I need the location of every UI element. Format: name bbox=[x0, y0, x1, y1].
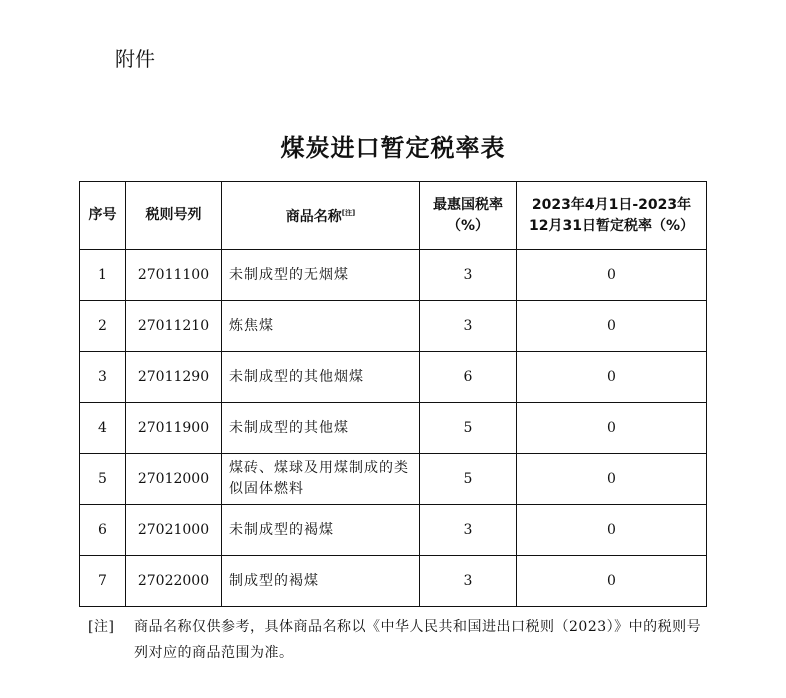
header-provisional-rate-line2: 12月31日暂定税率（%） bbox=[529, 217, 694, 234]
table-row bbox=[80, 301, 707, 352]
table-header-row bbox=[80, 182, 707, 250]
table-row bbox=[80, 454, 707, 505]
cell-name: 煤砖、煤球及用煤制成的类似固体燃料 bbox=[222, 454, 420, 505]
cell-name: 未制成型的无烟煤 bbox=[222, 250, 420, 301]
cell-provisional: 0 bbox=[517, 556, 707, 607]
cell-mfn: 3 bbox=[420, 505, 517, 556]
cell-index: 4 bbox=[80, 403, 126, 454]
table-row bbox=[80, 250, 707, 301]
cell-mfn: 5 bbox=[420, 403, 517, 454]
cell-provisional: 0 bbox=[517, 454, 707, 505]
cell-code: 27011290 bbox=[126, 352, 222, 403]
attachment-label: 附件 bbox=[115, 47, 155, 71]
cell-mfn: 3 bbox=[420, 301, 517, 352]
cell-mfn: 3 bbox=[420, 556, 517, 607]
header-index: 序号 bbox=[80, 182, 126, 250]
cell-index: 7 bbox=[80, 556, 126, 607]
cell-name: 制成型的褐煤 bbox=[222, 556, 420, 607]
header-product-name bbox=[222, 182, 420, 250]
cell-provisional: 0 bbox=[517, 505, 707, 556]
header-mfn-rate bbox=[420, 182, 517, 250]
header-product-name-label: 商品名称 bbox=[285, 209, 342, 225]
cell-name: 炼焦煤 bbox=[222, 301, 420, 352]
cell-provisional: 0 bbox=[517, 352, 707, 403]
table-row bbox=[80, 505, 707, 556]
cell-code: 27022000 bbox=[126, 556, 222, 607]
cell-mfn: 5 bbox=[420, 454, 517, 505]
cell-provisional: 0 bbox=[517, 403, 707, 454]
header-tariff-code: 税则号列 bbox=[126, 182, 222, 250]
table-row bbox=[80, 556, 707, 607]
cell-index: 1 bbox=[80, 250, 126, 301]
footnote-label: [注] bbox=[88, 619, 115, 635]
header-provisional-rate-line1: 2023年4月1日-2023年 bbox=[531, 196, 692, 213]
header-note-marker: [注] bbox=[341, 209, 356, 217]
document-title: 煤炭进口暂定税率表 bbox=[280, 133, 506, 162]
cell-code: 27011100 bbox=[126, 250, 222, 301]
cell-index: 5 bbox=[80, 454, 126, 505]
footnote-text: 商品名称仅供参考，具体商品名称以《中华人民共和国进出口税则（2023）》中的税则号列对应的商品范围为准。 bbox=[134, 619, 702, 661]
cell-index: 2 bbox=[80, 301, 126, 352]
cell-index: 3 bbox=[80, 352, 126, 403]
cell-name: 未制成型的其他烟煤 bbox=[222, 352, 420, 403]
cell-mfn: 6 bbox=[420, 352, 517, 403]
table-row bbox=[80, 403, 707, 454]
cell-provisional: 0 bbox=[517, 301, 707, 352]
table-row bbox=[80, 352, 707, 403]
cell-mfn: 3 bbox=[420, 250, 517, 301]
cell-code: 27021000 bbox=[126, 505, 222, 556]
cell-name: 未制成型的其他煤 bbox=[222, 403, 420, 454]
cell-index: 6 bbox=[80, 505, 126, 556]
tariff-table bbox=[79, 181, 707, 607]
header-mfn-rate-line2: （%） bbox=[446, 217, 490, 234]
header-provisional-rate bbox=[517, 182, 707, 250]
cell-name: 未制成型的褐煤 bbox=[222, 505, 420, 556]
cell-provisional: 0 bbox=[517, 250, 707, 301]
cell-code: 27011900 bbox=[126, 403, 222, 454]
cell-code: 27011210 bbox=[126, 301, 222, 352]
cell-code: 27012000 bbox=[126, 454, 222, 505]
header-mfn-rate-line1: 最惠国税率 bbox=[433, 196, 503, 213]
